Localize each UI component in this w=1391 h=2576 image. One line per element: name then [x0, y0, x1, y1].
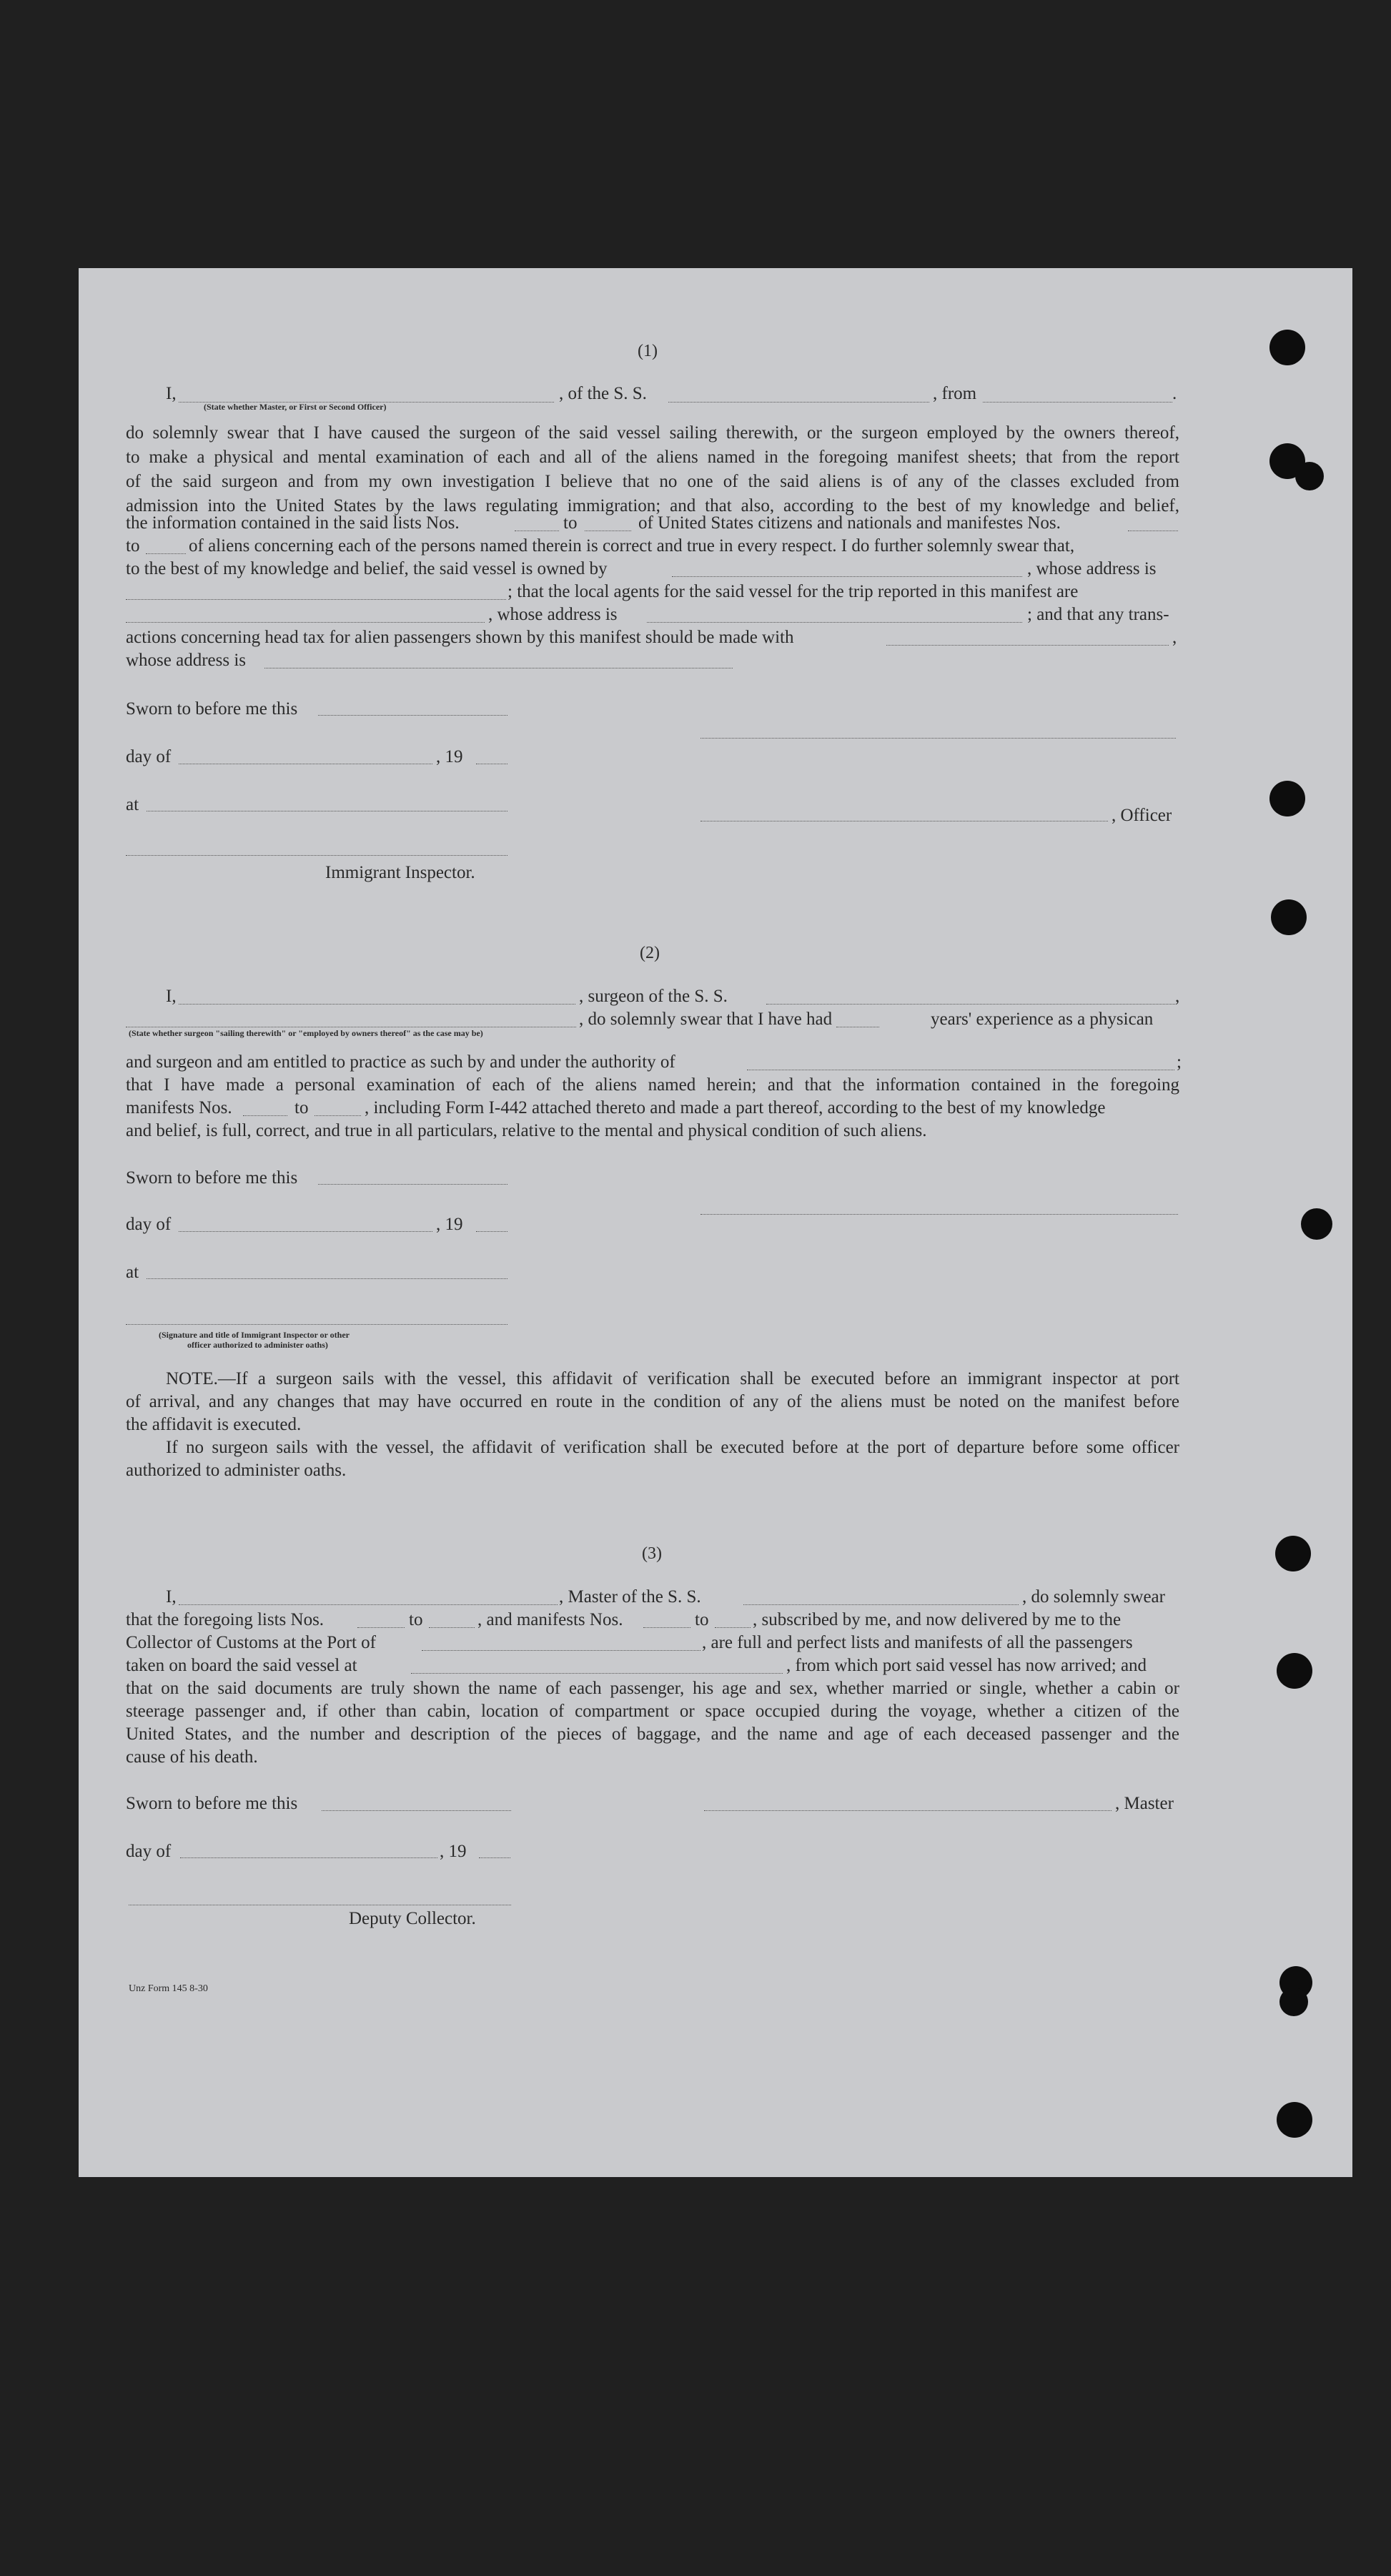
s2-l2a: , do solemnly swear that I have had	[579, 1010, 833, 1029]
s3-master-of: , Master of the S. S.	[559, 1587, 701, 1607]
s3-year-blank	[479, 1857, 510, 1858]
s2-l5a: manifests Nos.	[126, 1098, 232, 1117]
s3-l2b: to	[409, 1610, 423, 1629]
section-2-number: (2)	[640, 944, 660, 962]
s1-l7a: to	[126, 536, 140, 556]
s3-blank	[357, 1627, 405, 1628]
s2-sworn-blank	[318, 1184, 508, 1185]
s2-l2b: years' experience as a physican	[931, 1010, 1154, 1029]
s3-master-line	[704, 1810, 1112, 1811]
s2-l5c: , including Form I-442 attached thereto and made a part thereof, according to the best of my knowledge	[365, 1098, 1106, 1117]
s3-l3b: , are full and perfect lists and manifests of all the passengers	[702, 1633, 1133, 1652]
binder-hole	[1269, 781, 1305, 816]
s3-deputy: Deputy Collector.	[349, 1909, 476, 1928]
s1-l6a: the information contained in the said lists Nos.	[126, 513, 460, 533]
s2-note2-line: authorized to administer oaths.	[126, 1461, 347, 1480]
form-number: Unz Form 145 8-30	[129, 1983, 208, 1994]
s2-l3b: ;	[1177, 1052, 1182, 1072]
s1-l8b: , whose address is	[1027, 559, 1157, 578]
s1-l6c: of United States citizens and nationals and manifestes Nos.	[638, 513, 1061, 533]
s1-para-line: admission into the United States by the laws regulating immigration; and that also, according to the best of my knowledge and belief,	[126, 496, 1179, 515]
s2-day-blank	[179, 1231, 432, 1232]
s1-l7b: of aliens concerning each of the persons named therein is correct and true in every respect. I do further solemnly swear that,	[189, 536, 1075, 556]
s2-note-line: the affidavit is executed.	[126, 1415, 302, 1434]
s2-l1-end: ,	[1175, 987, 1180, 1006]
s3-para-line: steerage passenger and, if other than cabin, location of compartment or space occupied during the voyage, whether a citizen of the	[126, 1702, 1179, 1721]
binder-hole	[1301, 1208, 1332, 1240]
s3-para-line: that on the said documents are truly shown the name of each passenger, his age and sex, whether married or single, whether a cabin or	[126, 1679, 1179, 1698]
s1-l9: ; that the local agents for the said vessel for the trip reported in this manifest are	[508, 582, 1079, 601]
s1-blank	[146, 553, 186, 554]
binder-hole	[1275, 1536, 1311, 1571]
s3-sworn-blank	[322, 1810, 511, 1811]
s3-l8: cause of his death.	[126, 1747, 258, 1767]
s1-para-line: to make a physical and mental examination of each and all of the aliens named in the foregoing manifest sheets; that from the report	[126, 448, 1179, 467]
s3-master: , Master	[1115, 1794, 1174, 1813]
s1-l6b: to	[563, 513, 578, 533]
s1-sworn: Sworn to before me this	[126, 699, 298, 719]
s2-day: day of	[126, 1215, 172, 1234]
s2-i: I,	[166, 987, 177, 1006]
s3-l3a: Collector of Customs at the Port of	[126, 1633, 376, 1652]
s3-i: I,	[166, 1587, 177, 1607]
binder-hole	[1279, 1988, 1308, 2016]
s1-nineteen: , 19	[436, 747, 463, 766]
s2-caption: (State whether surgeon "sailing therewith" or "employed by owners thereof" as the case may be)	[129, 1028, 483, 1038]
s2-surgeon: , surgeon of the S. S.	[579, 987, 728, 1006]
s2-sworn: Sworn to before me this	[126, 1168, 298, 1188]
s3-swear: , do solemnly swear	[1022, 1587, 1165, 1607]
s2-nineteen: , 19	[436, 1215, 463, 1234]
s1-address-blank	[126, 599, 506, 600]
s2-note-line: of arrival, and any changes that may have occurred en route in the condition of any of the aliens must be noted on the manifest before	[126, 1392, 1179, 1411]
s1-para-line: do solemnly swear that I have caused the surgeon of the said vessel sailing therewith, or the surgeon employed by the owners thereof,	[126, 423, 1179, 443]
binder-hole	[1277, 2102, 1312, 2138]
s2-signature-line	[701, 1214, 1178, 1215]
s3-day: day of	[126, 1842, 172, 1861]
s3-blank	[429, 1627, 475, 1628]
s1-l10a: , whose address is	[488, 605, 618, 624]
s3-para-line: United States, and the number and description of the pieces of baggage, and the name and age of each deceased passenger and the	[126, 1724, 1179, 1744]
s2-name-blank	[179, 1004, 575, 1005]
s1-from-blank	[983, 402, 1172, 403]
s1-officer-caption: (State whether Master, or First or Second Officer)	[204, 402, 387, 412]
s2-sig-caption: officer authorized to administer oaths)	[187, 1340, 328, 1350]
s2-l4: that I have made a personal examination of each of the aliens named herein; and that the information contained in the foregoing	[126, 1075, 1179, 1095]
s3-l2c: , and manifests Nos.	[477, 1610, 623, 1629]
s1-signature-line	[701, 738, 1176, 739]
s1-owner-blank	[672, 576, 1022, 577]
s2-l6: and belief, is full, correct, and true in all particulars, relative to the mental and physical condition of such aliens.	[126, 1121, 927, 1140]
s2-blank	[315, 1115, 361, 1116]
s2-at: at	[126, 1263, 139, 1282]
s3-l4a: taken on board the said vessel at	[126, 1656, 357, 1675]
s1-inspector: Immigrant Inspector.	[325, 863, 475, 882]
s3-l2d: to	[695, 1610, 709, 1629]
binder-hole	[1269, 330, 1305, 365]
s3-l2a: that the foregoing lists Nos.	[126, 1610, 325, 1629]
s3-port-blank	[422, 1650, 701, 1651]
s1-from: , from	[933, 384, 977, 403]
s3-nineteen: , 19	[440, 1842, 467, 1861]
s1-day: day of	[126, 747, 172, 766]
s2-l3a: and surgeon and am entitled to practice as such by and under the authority of	[126, 1052, 675, 1072]
s3-blank	[643, 1627, 690, 1628]
s1-para-line: of the said surgeon and from my own investigation I believe that no one of the said aliens is of any of the classes excluded from	[126, 472, 1179, 491]
binder-hole	[1295, 462, 1324, 490]
s1-officer: , Officer	[1112, 806, 1172, 825]
s1-vessel-blank	[668, 402, 929, 403]
s2-l5b: to	[294, 1098, 309, 1117]
s2-sig-caption: (Signature and title of Immigrant Inspector or other	[159, 1330, 350, 1340]
s2-at-blank	[147, 1278, 508, 1279]
s3-vessel-blank	[743, 1604, 1019, 1605]
s1-of-ss: , of the S. S.	[559, 384, 647, 403]
s3-blank	[715, 1627, 751, 1628]
s1-l12: whose address is	[126, 651, 247, 670]
binder-hole	[1277, 1653, 1312, 1689]
s1-l8a: to the best of my knowledge and belief, the said vessel is owned by	[126, 559, 608, 578]
s2-year-blank	[476, 1231, 508, 1232]
s3-port-of-origin-blank	[411, 1673, 783, 1674]
s2-note2-line: If no surgeon sails with the vessel, the affidavit of verification shall be executed before at the port of departure before some officer	[166, 1438, 1179, 1457]
s3-day-blank	[180, 1857, 437, 1858]
s3-name-blank	[179, 1604, 558, 1605]
s1-sworn-blank	[318, 715, 508, 716]
section-1-number: (1)	[638, 342, 658, 360]
s1-l11b: ,	[1172, 628, 1177, 647]
s1-inspector-line	[126, 855, 508, 856]
s3-sworn: Sworn to before me this	[126, 1794, 298, 1813]
s2-inspector-line	[126, 1324, 508, 1325]
s1-l10b: ; and that any trans-	[1027, 605, 1169, 624]
s3-l2e: , subscribed by me, and now delivered by me to the	[753, 1610, 1122, 1629]
section-3-number: (3)	[642, 1544, 662, 1563]
s1-agents-address-blank	[647, 622, 1022, 623]
s1-headtax-blank	[886, 645, 1169, 646]
s2-blank	[243, 1115, 287, 1116]
s3-l4b: , from which port said vessel has now arrived; and	[786, 1656, 1147, 1675]
s2-vessel-blank	[766, 1004, 1175, 1005]
s1-at: at	[126, 795, 139, 814]
s1-l11a: actions concerning head tax for alien passengers shown by this manifest should be made with	[126, 628, 794, 647]
s1-end: .	[1172, 384, 1177, 403]
binder-hole	[1271, 899, 1307, 935]
s2-note-line: NOTE.—If a surgeon sails with the vessel, this affidavit of verification shall be executed before an immigrant inspector at port	[166, 1369, 1179, 1388]
s1-agents-blank	[126, 622, 485, 623]
s1-i: I,	[166, 384, 177, 403]
